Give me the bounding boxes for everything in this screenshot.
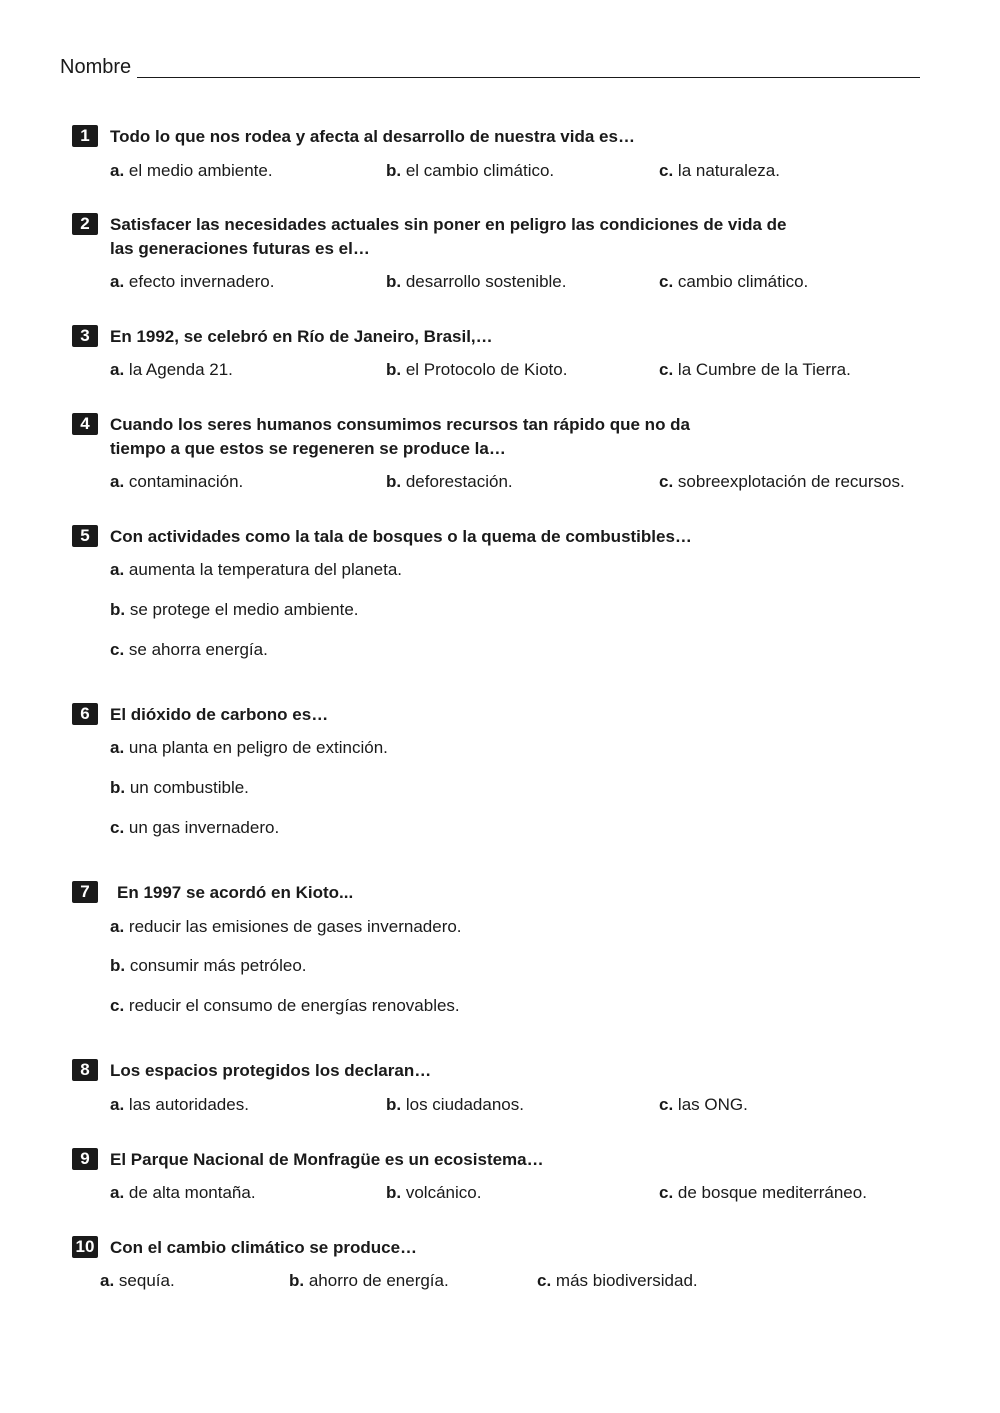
question-number: 10 [72, 1236, 98, 1258]
option-c[interactable]: c. sobreexplotación de recursos. [659, 472, 905, 491]
option-b[interactable]: b. los ciudadanos. [386, 1095, 524, 1114]
question-number: 8 [72, 1059, 98, 1081]
question-number: 2 [72, 213, 98, 235]
option-c[interactable]: c. la naturaleza. [659, 161, 780, 180]
option-a[interactable]: a. una planta en peligro de extinción. [110, 738, 388, 757]
option-a[interactable]: a. efecto invernadero. [110, 272, 275, 291]
name-field-extension[interactable] [555, 77, 920, 78]
option-b[interactable]: b. el cambio climático. [386, 161, 555, 180]
question-number: 4 [72, 413, 98, 435]
question-text: Con actividades como la tala de bosques o la quema de combustibles… [110, 527, 692, 546]
question-number: 6 [72, 703, 98, 725]
option-a[interactable]: a. de alta montaña. [110, 1183, 256, 1202]
question-text: Cuando los seres humanos consumimos recursos tan rápido que no da tiempo a que estos se regeneren se produce la… [110, 415, 691, 458]
question-text: Los espacios protegidos los declaran… [110, 1061, 432, 1080]
question-number: 9 [72, 1148, 98, 1170]
question-text: En 1997 se acordó en Kioto... [117, 883, 354, 902]
option-c[interactable]: c. se ahorra energía. [110, 640, 268, 659]
name-field[interactable] [137, 77, 555, 78]
option-a[interactable]: a. el medio ambiente. [110, 161, 273, 180]
question-number: 5 [72, 525, 98, 547]
question-number: 7 [72, 881, 98, 903]
question-text: El dióxido de carbono es… [110, 705, 329, 724]
question-text: En 1992, se celebró en Río de Janeiro, Brasil,… [110, 327, 493, 346]
option-a[interactable]: a. la Agenda 21. [110, 360, 233, 379]
option-a[interactable]: a. sequía. [100, 1271, 175, 1290]
option-b[interactable]: b. ahorro de energía. [289, 1271, 449, 1290]
option-a[interactable]: a. aumenta la temperatura del planeta. [110, 560, 403, 579]
question-number: 3 [72, 325, 98, 347]
option-b[interactable]: b. se protege el medio ambiente. [110, 600, 359, 619]
option-b[interactable]: b. consumir más petróleo. [110, 956, 307, 975]
option-c[interactable]: c. las ONG. [659, 1095, 748, 1114]
option-c[interactable]: c. reducir el consumo de energías renovables. [110, 996, 460, 1015]
question-text: El Parque Nacional de Monfragüe es un ecosistema… [110, 1150, 544, 1169]
question-text: Satisfacer las necesidades actuales sin poner en peligro las condiciones de vida de las generaciones futuras es el… [110, 215, 787, 258]
option-b[interactable]: b. desarrollo sostenible. [386, 272, 567, 291]
name-row [60, 55, 920, 79]
option-c[interactable]: c. más biodiversidad. [537, 1271, 698, 1290]
option-a[interactable]: a. contaminación. [110, 472, 244, 491]
option-a[interactable]: a. reducir las emisiones de gases invernadero. [110, 917, 462, 936]
question-text: Todo lo que nos rodea y afecta al desarrollo de nuestra vida es… [110, 127, 635, 146]
name-label: Nombre [60, 56, 132, 78]
option-b[interactable]: b. volcánico. [386, 1183, 482, 1202]
option-b[interactable]: b. un combustible. [110, 778, 249, 797]
option-a[interactable]: a. las autoridades. [110, 1095, 249, 1114]
question-text: Con el cambio climático se produce… [110, 1238, 418, 1257]
option-b[interactable]: b. deforestación. [386, 472, 513, 491]
option-b[interactable]: b. el Protocolo de Kioto. [386, 360, 568, 379]
option-c[interactable]: c. cambio climático. [659, 272, 809, 291]
option-c[interactable]: c. un gas invernadero. [110, 818, 280, 837]
option-c[interactable]: c. la Cumbre de la Tierra. [659, 360, 851, 379]
question-number: 1 [72, 125, 98, 147]
option-c[interactable]: c. de bosque mediterráneo. [659, 1183, 867, 1202]
